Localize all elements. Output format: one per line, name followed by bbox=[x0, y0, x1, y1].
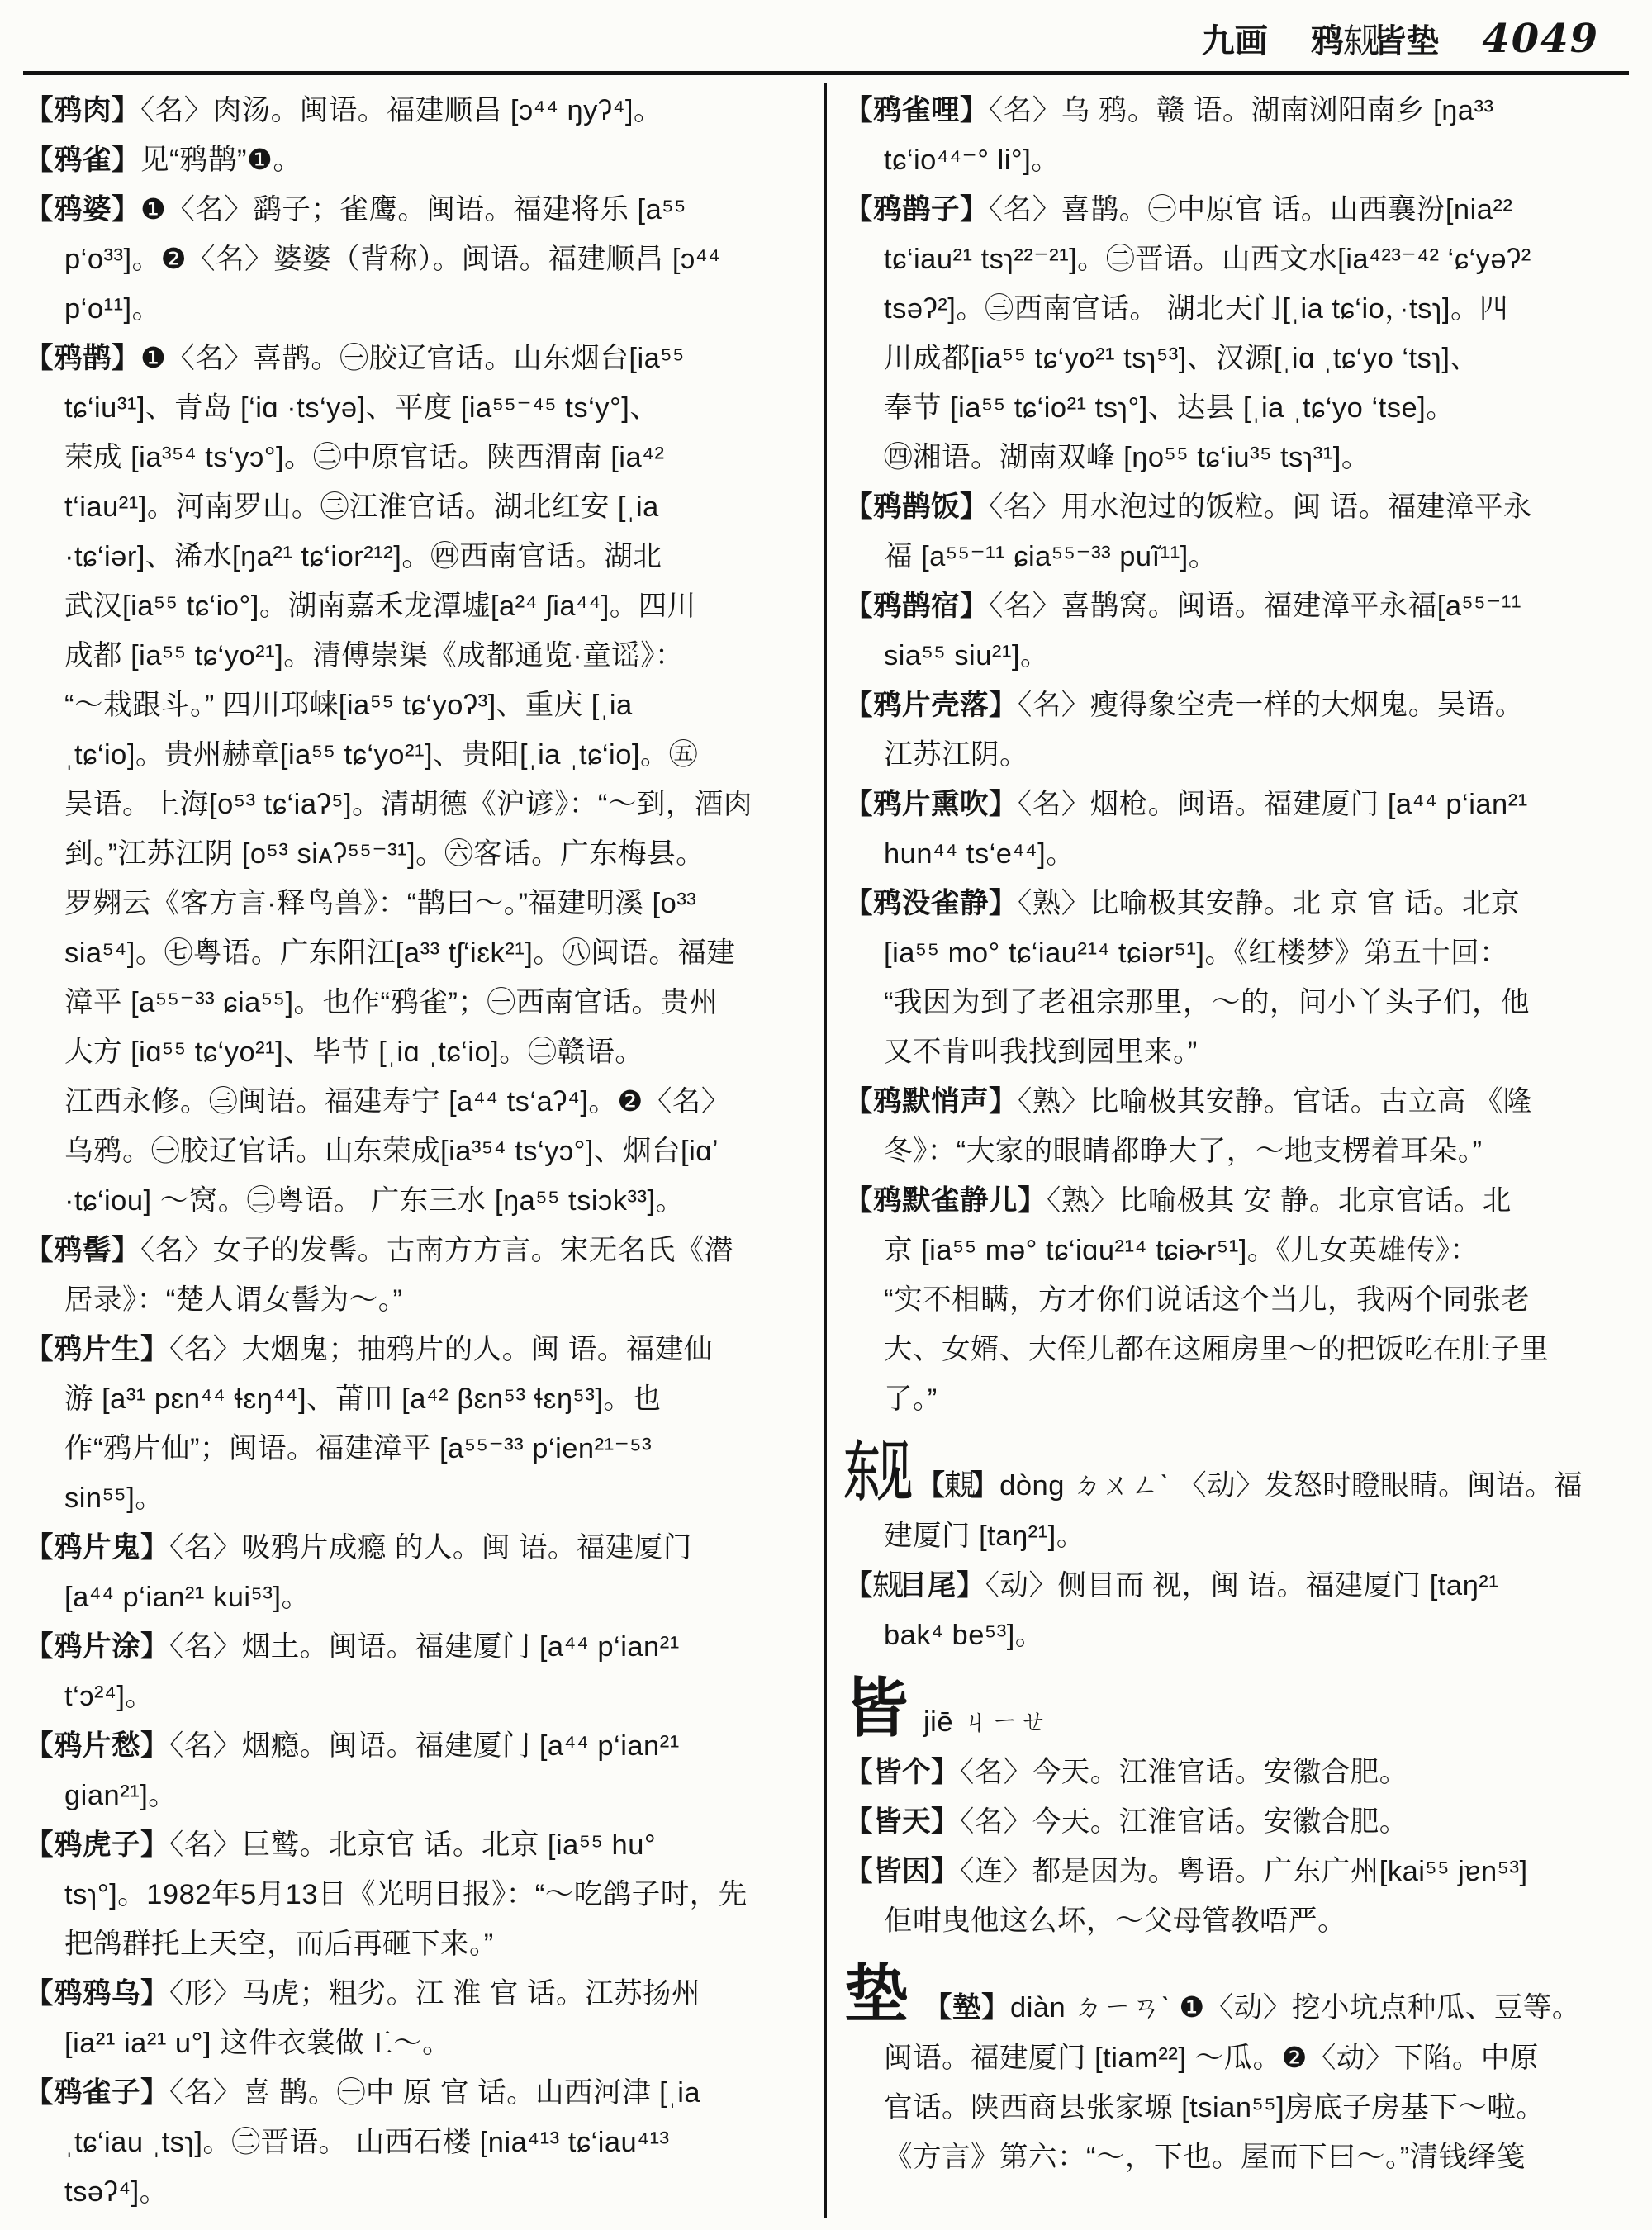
dict-line: ·tɕ‘iər]、浠水[ŋa²¹ tɕ‘ior²¹²]。㊃西南官话。湖北 bbox=[64, 541, 662, 572]
dict-line: 乌鸦。㊀胶辽官话。山东荣成[ia³⁵⁴ ts‘yɔ°]、烟台[iɑʼ bbox=[64, 1136, 719, 1167]
dict-line: 【鸦鹊】❶〈名〉喜鹊。㊀胶辽官话。山东烟台[ia⁵⁵ bbox=[25, 343, 685, 374]
dict-line: 【鸦片鬼】〈名〉吸鸦片成瘾 的人。闽 语。福建厦门 bbox=[25, 1532, 692, 1563]
dict-line: ㊃湘语。湖南双峰 [ŋo⁵⁵ tɕ‘iu³⁵ tsɿ³¹]。 bbox=[884, 442, 1370, 473]
dict-line: 漳平 [a⁵⁵⁻³³ ɕia⁵⁵]。也作“鸦雀”；㊀西南官话。贵州 bbox=[64, 987, 719, 1018]
dict-line: “实不相瞒，方才你们说话这个当儿，我两个同张老 bbox=[884, 1284, 1530, 1316]
dict-line: 【鸦片壳落】〈名〉瘦得象空壳一样的大烟鬼。吴语。 bbox=[844, 690, 1524, 721]
dict-line: 把鸽群托上天空，而后再砸下来。” bbox=[64, 1929, 494, 1960]
dict-line: ˌtɕ‘iau ˌtsɿ]。㊁晋语。 山西石楼 [nia⁴¹³ tɕ‘iau⁴¹³ bbox=[64, 2127, 670, 2158]
dict-line: 江西永修。㊂闽语。福建寿宁 [a⁴⁴ ts‘aʔ⁴]。❷〈名〉 bbox=[64, 1086, 730, 1117]
dict-line: tsəʔ²]。㊂西南官话。 湖北天门[ˌia tɕ‘io，·tsɿ]。四 bbox=[884, 293, 1508, 325]
dict-line: tɕ‘io⁴⁴⁻° li°]。 bbox=[884, 145, 1061, 176]
dict-line: 居录》：“楚人谓女髻为～。” bbox=[64, 1284, 403, 1316]
dict-line: ·tɕ‘iou] ～窝。㊁粤语。 广东三水 [ŋa⁵⁵ tsiɔk³³]。 bbox=[64, 1185, 685, 1217]
dict-line: sin⁵⁵]。 bbox=[64, 1483, 164, 1514]
header-page-number: 4049 bbox=[1482, 16, 1599, 62]
dict-line: tsəʔ⁴]。 bbox=[64, 2176, 169, 2208]
dict-line: 游 [a³¹ pɛn⁴⁴ ɬɛŋ⁴⁴]、莆田 [a⁴² βɛn⁵³ ɬɛŋ⁵³]。也 bbox=[64, 1383, 662, 1415]
big-entry-dian bbox=[844, 1948, 1629, 2032]
dict-line: [ia⁵⁵ mo° tɕ‘iau²¹⁴ tɕiər⁵¹]。《红楼梦》第五十回： bbox=[884, 937, 1509, 969]
dict-line: 江苏江阴。 bbox=[884, 739, 1028, 771]
dict-line: 闽语。福建厦门 [tiam²²] ～瓜。❷〈动〉下陷。中原 bbox=[884, 2043, 1539, 2074]
dict-line: 吴语。上海[o⁵³ tɕ‘iaʔ⁵]。清胡德《沪谚》：“～到，酒肉 bbox=[64, 789, 752, 820]
page-header bbox=[1202, 15, 1599, 62]
big-entry-jie-body: jiē ㄐㄧㄝ bbox=[923, 1706, 1049, 1738]
dict-line: 荣成 [ia³⁵⁴ ts‘yɔ°]。㊁中原官话。陕西渭南 [ia⁴² bbox=[64, 442, 665, 473]
right-column bbox=[844, 86, 1629, 2182]
dict-line: 【鸦婆】❶〈名〉鹞子；雀鹰。闽语。福建将乐 [a⁵⁵ bbox=[25, 194, 686, 225]
dict-line: “我因为到了老祖宗那里，～的，问小丫头子们，他 bbox=[884, 987, 1530, 1018]
big-headword-jie: 皆 bbox=[844, 1672, 909, 1744]
big-entry-jie bbox=[844, 1662, 1629, 1746]
dict-line: 川成都[ia⁵⁵ tɕ‘yo²¹ tsɿ⁵³]、汉源[ˌiɑ ˌtɕ‘yo ‘tsɿ]、 bbox=[884, 343, 1479, 374]
dict-line: t‘ɔ²⁴]。 bbox=[64, 1681, 154, 1712]
dict-line: 大方 [iɑ⁵⁵ tɕ‘yo²¹]、毕节 [ˌiɑ ˌtɕ‘io]。㊁赣语。 bbox=[64, 1037, 644, 1068]
dict-line: 京 [ia⁵⁵ mə° tɕ‘iɑu²¹⁴ tɕiɚr⁵¹]。《儿女英雄传》： bbox=[884, 1235, 1479, 1266]
header-rule bbox=[23, 71, 1629, 75]
dict-line: 武汉[ia⁵⁵ tɕ‘io°]。湖南嘉禾龙潭墟[a²⁴ ʃia⁴⁴]。四川 bbox=[64, 591, 696, 622]
dict-line: 【鸦鹊子】〈名〉喜鹊。㊀中原官 话。山西襄汾[nia²² bbox=[844, 194, 1513, 225]
dict-line: tsɿ°]。1982年5月13日《光明日报》：“～吃鸽子时，先 bbox=[64, 1879, 748, 1910]
dict-line: 【鸦片熏吹】〈名〉烟枪。闽语。福建厦门 [a⁴⁴ p‘ian²¹ bbox=[844, 789, 1528, 820]
dict-line: t‘iau²¹]。河南罗山。㊂江淮官话。湖北红安 [ˌia bbox=[64, 491, 659, 523]
dict-line: 奉节 [ia⁵⁵ tɕ‘io²¹ tsɿ°]、达县 [ˌia ˌtɕ‘yo ‘tse]。 bbox=[884, 392, 1455, 424]
dict-line: 【鸦雀子】〈名〉喜 鹊。㊀中 原 官 话。山西河津 [ˌia bbox=[25, 2077, 701, 2109]
dict-line: 《方言》第六：“～，下也。屋而下曰～。”清钱绎笺 bbox=[884, 2142, 1526, 2173]
dict-line: 【皆个】〈名〉今天。江淮官话。安徽合肥。 bbox=[844, 1757, 1408, 1788]
dict-line: 作“鸦片仙”；闽语。福建漳平 [a⁵⁵⁻³³ p‘ien²¹⁻⁵³ bbox=[64, 1433, 653, 1464]
dict-line: 【鸦鸦乌】〈形〉马虎；粗劣。江 淮 官 话。江苏扬州 bbox=[25, 1978, 701, 2009]
dict-line: 【鸦虎子】〈名〉巨鹫。北京官 话。北京 [ia⁵⁵ hu° bbox=[25, 1829, 657, 1861]
dict-line: 【鸦鹊宿】〈名〉喜鹊窝。闽语。福建漳平永福[a⁵⁵⁻¹¹ bbox=[844, 591, 1521, 622]
dict-line: 【鸦雀哩】〈名〉乌 鸦。赣 语。湖南浏阳南乡 [ŋa³³ bbox=[844, 95, 1494, 126]
dict-line: tɕ‘iau²¹ tsɿ²²⁻²¹]。㊁晋语。山西文水[ia⁴²³⁻⁴² ‘ɕ‘yəʔ² bbox=[884, 244, 1531, 275]
dict-line: 官话。陕西商县张家塬 [tsian⁵⁵]房底子房基下～啦。 bbox=[884, 2092, 1545, 2123]
dict-line: 福 [a⁵⁵⁻¹¹ ɕia⁵⁵⁻³³ puĩ¹¹]。 bbox=[884, 541, 1218, 572]
dict-line: 了。” bbox=[884, 1383, 938, 1415]
dict-line: 【鸦肉】〈名〉肉汤。闽语。福建顺昌 [ɔ⁴⁴ ŋyʔ⁴]。 bbox=[25, 95, 662, 126]
dict-line: 【鸦髻】〈名〉女子的发髻。古南方方言。宋无名氏《潜 bbox=[25, 1235, 733, 1266]
dict-line: 罗翙云《客方言·释鸟兽》：“鹊曰～。”福建明溪 [o³³ bbox=[64, 888, 697, 919]
dict-line: 【鸦默悄声】〈熟〉比喻极其安静。官话。古立高 《隆 bbox=[844, 1086, 1532, 1117]
dict-line: 【鸦雀】见“鸦鹊”❶。 bbox=[25, 145, 302, 176]
dict-line: [ia²¹ ia²¹ u°] 这件衣裳做工～。 bbox=[64, 2028, 452, 2059]
dict-line: 佢咁曳他这么坏，～父母管教唔严。 bbox=[884, 1905, 1346, 1937]
dict-line: 【鸦片生】〈名〉大烟鬼；抽鸦片的人。闽 语。福建仙 bbox=[25, 1334, 713, 1365]
header-section: 九画 bbox=[1201, 23, 1268, 59]
dict-line: p‘o³³]。❷〈名〉婆婆（背称）。闽语。福建顺昌 [ɔ⁴⁴ bbox=[64, 244, 721, 275]
dict-line: 建厦门 [taŋ²¹]。 bbox=[884, 1521, 1085, 1552]
dict-line: 到。”江苏江阴 [o⁵³ siᴀʔ⁵⁵⁻³¹]。㊅客话。广东梅县。 bbox=[64, 838, 705, 870]
dict-line: “～栽跟斗。” 四川邛崃[ia⁵⁵ tɕ‘yoʔ³]、重庆 [ˌia bbox=[64, 690, 633, 721]
dict-line: 大、女婿、大侄儿都在这厢房里～的把饭吃在肚子里 bbox=[884, 1334, 1549, 1365]
dict-line: 【皆天】〈名〉今天。江淮官话。安徽合肥。 bbox=[844, 1806, 1408, 1838]
dict-line: 【鸦片涂】〈名〉烟土。闽语。福建厦门 [a⁴⁴ p‘ian²¹ bbox=[25, 1631, 680, 1663]
dict-line: 冬》：“大家的眼睛都睁大了，～地支楞着耳朵。” bbox=[884, 1136, 1483, 1167]
dict-line: sia⁵⁵ siu²¹]。 bbox=[884, 640, 1049, 671]
big-entry-dong bbox=[844, 1426, 1629, 1510]
dict-line: 成都 [ia⁵⁵ tɕ‘yo²¹]。清傅崇渠《成都通览·童谣》： bbox=[64, 640, 684, 671]
dict-line: gian²¹]。 bbox=[64, 1780, 178, 1811]
dict-line: 【鸦片愁】〈名〉烟瘾。闽语。福建厦门 [a⁴⁴ p‘ian²¹ bbox=[25, 1730, 680, 1762]
big-entry-dian-body: 【墊】diàn ㄉㄧㄢˋ ❶〈动〉挖小坑点种瓜、豆等。 bbox=[923, 1992, 1581, 2024]
dict-line: 【鸦没雀静】〈熟〉比喻极其安静。北 京 官 话。北京 bbox=[844, 888, 1521, 919]
big-entry-dong-body: 【東見】dòng ㄉㄨㄥˋ 〈动〉发怒时瞪眼睛。闽语。福 bbox=[916, 1470, 1583, 1502]
dict-line: ˌtɕ‘io]。贵州赫章[ia⁵⁵ tɕ‘yo²¹]、贵阳[ˌia ˌtɕ‘io]。㊄ bbox=[64, 739, 698, 771]
dict-line: tɕ‘iu³¹]、青岛 [‘iɑ ·ts‘yə]、平度 [ia⁵⁵⁻⁴⁵ ts‘y°]、 bbox=[64, 392, 659, 424]
dict-line: 【东见目尾】〈动〉侧目而 视，闽 语。福建厦门 [taŋ²¹ bbox=[844, 1570, 1499, 1601]
big-headword-dian: 垫 bbox=[844, 1957, 909, 2030]
dict-line: 【鸦默雀静儿】〈熟〉比喻极其 安 静。北京官话。北 bbox=[844, 1185, 1512, 1217]
dict-line: 又不肯叫我找到园里来。” bbox=[884, 1037, 1198, 1068]
dict-line: 【皆因】〈连〉都是因为。粤语。广东广州[kai⁵⁵ jɐn⁵³] bbox=[844, 1856, 1528, 1887]
column-divider bbox=[824, 83, 827, 2218]
dict-line: [a⁴⁴ p‘ian²¹ kui⁵³]。 bbox=[64, 1582, 311, 1613]
dict-line: bak⁴ be⁵³]。 bbox=[884, 1620, 1044, 1651]
header-range-words: 鸦东见皆垫 bbox=[1310, 23, 1440, 59]
left-column bbox=[25, 86, 809, 2217]
dict-line: sia⁵⁴]。㊆粤语。广东阳江[a³³ tʃ‘iɛk²¹]。㊇闽语。福建 bbox=[64, 937, 736, 969]
dict-line: 【鸦鹊饭】〈名〉用水泡过的饭粒。闽 语。福建漳平永 bbox=[844, 491, 1532, 523]
dict-line: hun⁴⁴ ts‘e⁴⁴]。 bbox=[884, 838, 1075, 870]
big-headword-dong: 东见 bbox=[844, 1435, 909, 1508]
dict-line: p‘o¹¹]。 bbox=[64, 293, 161, 325]
